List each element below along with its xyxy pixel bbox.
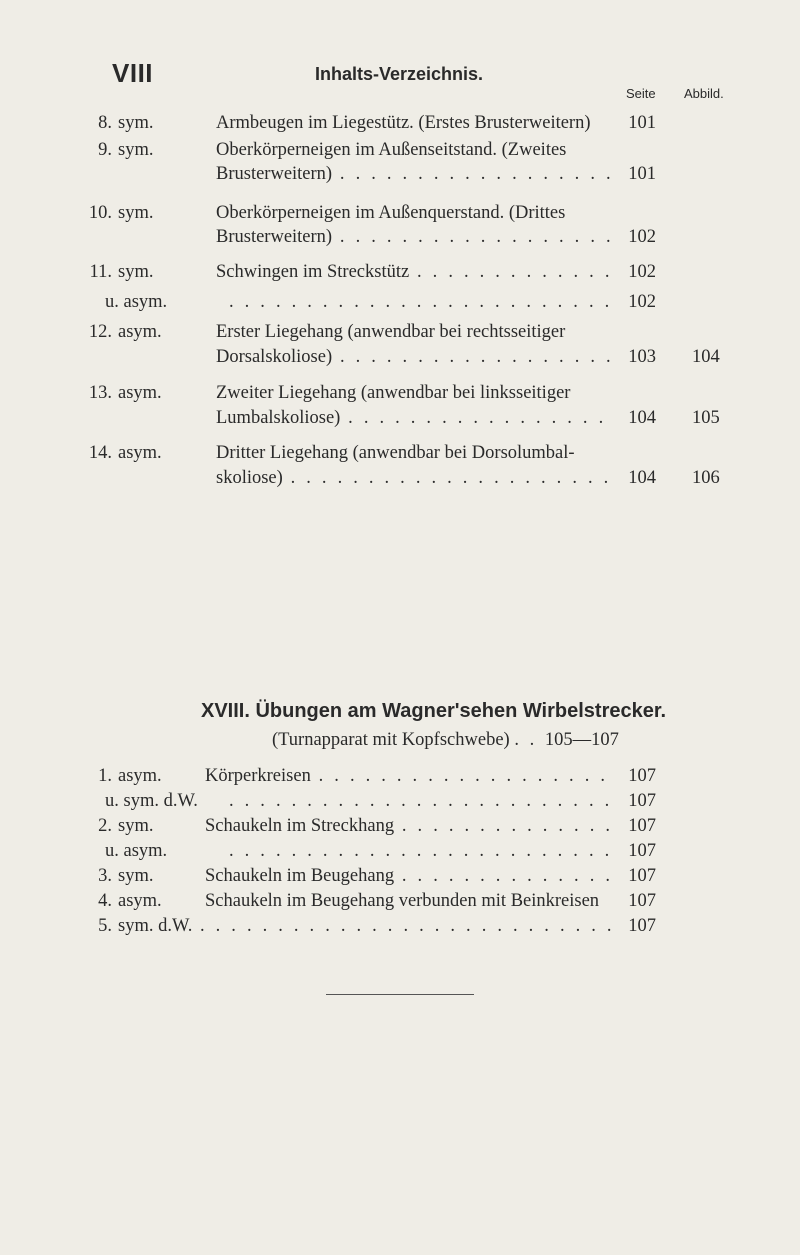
- entry-number: 8.: [98, 113, 112, 133]
- entry-title: Lumbalskoliose) . . .: [216, 406, 614, 430]
- entry-page: 102: [628, 227, 656, 247]
- entry-page: 107: [628, 791, 656, 811]
- end-rule: [326, 994, 474, 995]
- entry-kind: sym.: [118, 140, 154, 160]
- entry-title: Dritter Liegehang (anwendbar bei Dorsolumbal-: [216, 443, 575, 463]
- entry-figure: 105: [692, 408, 720, 428]
- entry-kind: sym.: [118, 816, 154, 836]
- entry-kind: asym.: [118, 891, 162, 911]
- entry-page: 102: [628, 262, 656, 282]
- entry-kind: u. asym.: [105, 292, 168, 312]
- entry-number: 2.: [98, 816, 112, 836]
- entry-page: 102: [628, 292, 656, 312]
- entry-kind: u. asym.: [105, 841, 168, 861]
- entry-page: 104: [628, 468, 656, 488]
- entry-title: skoliose) . . .: [216, 466, 614, 490]
- entry-page: 101: [628, 113, 656, 133]
- entry-title: Oberkörperneigen im Außenseitstand. (Zweites: [216, 140, 567, 160]
- entry-number: 1.: [98, 766, 112, 786]
- entry-kind: asym.: [118, 443, 162, 463]
- entry-kind: asym.: [118, 383, 162, 403]
- column-header-page: Seite: [626, 86, 656, 101]
- entry-title: Schwingen im Streckstütz . . .: [216, 260, 614, 284]
- entry-page: 107: [628, 841, 656, 861]
- entry-title: [229, 290, 614, 314]
- entry-title: Erster Liegehang (anwendbar bei rechtsseitiger: [216, 322, 566, 342]
- entry-title: Schaukeln im Beugehang . . .: [205, 864, 614, 888]
- section-heading: XVIII. Übungen am Wagner'sehen Wirbelstrecker.: [201, 700, 667, 722]
- entry-title: Schaukeln im Streckhang . . .: [205, 814, 614, 838]
- entry-kind: asym.: [118, 322, 162, 342]
- entry-number: 10.: [88, 203, 112, 223]
- entry-page: 107: [628, 916, 656, 936]
- entry-page: 107: [628, 816, 656, 836]
- entry-page: 104: [628, 408, 656, 428]
- entry-kind: sym.: [118, 113, 154, 133]
- page-number: VIII: [112, 58, 154, 88]
- entry-title: [229, 839, 614, 863]
- entry-figure: 104: [692, 347, 720, 367]
- entry-kind: sym.: [118, 203, 154, 223]
- entry-title: [200, 914, 614, 938]
- entry-title: Zweiter Liegehang (anwendbar bei linksseitiger: [216, 383, 571, 403]
- entry-title: Dorsalskoliose) . . .: [216, 345, 614, 369]
- entry-title: Schaukeln im Beugehang verbunden mit Beinkreisen: [205, 891, 600, 911]
- entry-number: 9.: [98, 140, 112, 160]
- entry-title: Brusterweitern) . . .: [216, 225, 614, 249]
- entry-title: [229, 789, 614, 813]
- leader-dots: . .: [514, 730, 545, 750]
- entry-kind: sym.: [118, 262, 154, 282]
- entry-number: 5.: [98, 916, 112, 936]
- entry-number: 4.: [98, 891, 112, 911]
- entry-number: 14.: [88, 443, 112, 463]
- entry-kind: sym.: [118, 866, 154, 886]
- entry-page: 107: [628, 866, 656, 886]
- entry-number: 11.: [89, 262, 112, 282]
- entry-title: Oberkörperneigen im Außenquerstand. (Drittes: [216, 203, 566, 223]
- entry-kind: sym. d.W.: [118, 916, 193, 936]
- entry-number: 3.: [98, 866, 112, 886]
- column-header-figure: Abbild.: [684, 86, 724, 101]
- running-head: Inhalts-Verzeichnis.: [315, 64, 484, 84]
- entry-title: Armbeugen im Liegestütz. (Erstes Brusterweitern): [216, 113, 591, 133]
- entry-page: 103: [628, 347, 656, 367]
- section-subtitle-text: (Turnapparat mit Kopfschwebe): [272, 730, 510, 750]
- entry-figure: 106: [692, 468, 720, 488]
- section-pages: 105—107: [544, 730, 619, 750]
- section-subtitle: [272, 730, 619, 751]
- entry-page: 107: [628, 766, 656, 786]
- entry-page: 101: [628, 164, 656, 184]
- entry-number: 12.: [88, 322, 112, 342]
- entry-page: 107: [628, 891, 656, 911]
- entry-number: 13.: [88, 383, 112, 403]
- entry-kind: asym.: [118, 766, 162, 786]
- entry-kind: u. sym. d.W.: [105, 791, 198, 811]
- entry-title: Brusterweitern) . . .: [216, 162, 614, 186]
- entry-title: Körperkreisen . . .: [205, 764, 614, 788]
